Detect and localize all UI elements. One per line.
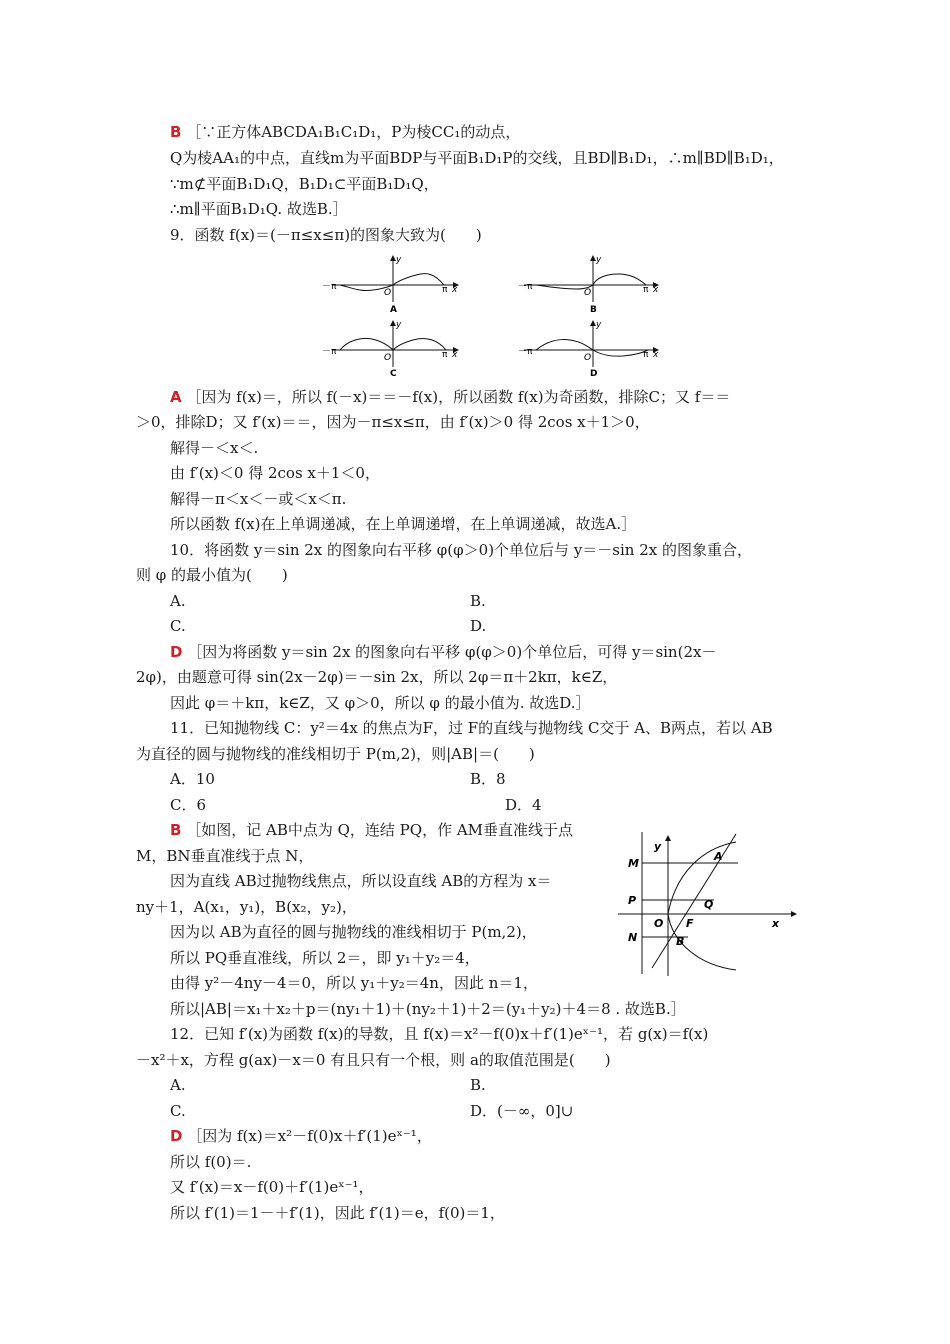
graph-d-option-label: D bbox=[590, 369, 598, 379]
fig-label-f: F bbox=[686, 917, 694, 930]
q11-answer-line-2: M，BN垂直准线于点 N， bbox=[136, 847, 314, 865]
graph-b-option-label: B bbox=[590, 305, 597, 315]
q11-option-a: A．10 bbox=[170, 770, 215, 788]
fig-label-x: x bbox=[772, 917, 780, 930]
q12-answer-line-4: 所以 f′(1)＝1－＋f′(1)，因此 f′(1)＝e，f(0)＝1， bbox=[170, 1204, 505, 1222]
graph-d-neg-pi-label: －π bbox=[518, 347, 533, 357]
q11-answer-line-1 bbox=[170, 820, 573, 840]
graph-a bbox=[322, 255, 458, 315]
q10-answer-line-1 bbox=[170, 642, 716, 662]
q10-option-d: D. bbox=[470, 617, 487, 635]
q9-answer-line-6: 所以函数 f(x)在上单调递减，在上单调递增，在上单调递减，故选A.］ bbox=[170, 515, 637, 533]
graph-a-option-label: A bbox=[390, 305, 397, 315]
q9-stem: 9．函数 f(x)＝(－π≤x≤π)的图象大致为( ) bbox=[170, 226, 482, 244]
q12-option-d: D．(－∞，0]∪ bbox=[470, 1102, 574, 1120]
graph-c-option-label: C bbox=[390, 369, 397, 379]
graph-a-origin-label: O bbox=[384, 288, 392, 298]
q11-answer-line-8: 所以|AB|＝x₁＋x₂＋p＝(ny₁＋1)＋(ny₂＋1)＋2＝(y₁＋y₂)＋4＝8 . 故选B.］ bbox=[170, 1000, 686, 1018]
graph-b bbox=[518, 255, 659, 315]
graph-c-y-label: y bbox=[396, 320, 402, 330]
q12-option-a: A. bbox=[170, 1076, 186, 1094]
graph-d bbox=[518, 320, 659, 379]
q9-solution-text: ［因为 f(x)＝，所以 f(－x)＝＝－f(x)，所以函数 f(x)为奇函数，排除C；又 f＝＝ bbox=[186, 388, 731, 406]
fig-label-n: N bbox=[628, 931, 638, 944]
q8-answer-line-4: ∴m∥平面B₁D₁Q. 故选B.］ bbox=[170, 200, 348, 218]
fig-label-y: y bbox=[654, 840, 662, 853]
graph-a-neg-pi-label: －π bbox=[322, 282, 337, 292]
q11-option-c: C．6 bbox=[170, 796, 207, 814]
graph-c-x-label: x bbox=[452, 350, 458, 360]
q10-answer-line-2: 2φ)，由题意可得 sin(2x－2φ)＝－sin 2x，所以 2φ＝π＋2kπ，k∈Z， bbox=[136, 668, 618, 686]
graph-d-origin-label: O bbox=[584, 353, 592, 363]
q9-graph-options bbox=[318, 252, 668, 386]
graph-b-origin-label: O bbox=[584, 288, 592, 298]
graph-c-pi-label: π bbox=[442, 350, 448, 360]
q10-option-a: A. bbox=[170, 592, 186, 610]
q11-answer-letter: B bbox=[170, 821, 182, 839]
q12-answer-line-2: 所以 f(0)＝. bbox=[170, 1153, 252, 1171]
q9-answer-line-1 bbox=[170, 387, 730, 407]
graph-d-y-label: y bbox=[596, 320, 602, 330]
graph-a-x-label: x bbox=[452, 285, 458, 295]
q8-answer-line-2: Q为棱AA₁的中点，直线m为平面BDP与平面B₁D₁P的交线，且BD∥B₁D₁，∴m∥BD∥B₁D₁， bbox=[170, 149, 784, 167]
q12-solution-text: ［因为 f(x)＝x²－f(0)x＋f′(1)eˣ⁻¹， bbox=[187, 1127, 432, 1145]
graph-d-x-label: x bbox=[653, 350, 659, 360]
q8-solution-text: ［∵正方体ABCDA₁B₁C₁D₁，P为棱CC₁的动点， bbox=[186, 123, 521, 141]
q9-answer-line-5: 解得－π＜x＜－或＜x＜π. bbox=[170, 490, 347, 508]
q10-answer-letter: D bbox=[170, 643, 183, 661]
fig-label-m: M bbox=[628, 857, 639, 870]
q12-option-b: B. bbox=[470, 1076, 486, 1094]
fig-label-o: O bbox=[654, 917, 664, 930]
graph-c bbox=[322, 320, 458, 379]
q11-answer-line-6: 所以 PQ垂直准线，所以 2＝，即 y₁＋y₂＝4， bbox=[170, 949, 480, 967]
graph-d-pi-label: π bbox=[643, 350, 649, 360]
graph-b-neg-pi-label: －π bbox=[518, 282, 533, 292]
q11-answer-line-4: ny＋1，A(x₁，y₁)，B(x₂，y₂)， bbox=[136, 898, 357, 916]
graph-b-pi-label: π bbox=[643, 285, 649, 295]
q12-answer-line-3: 又 f′(x)＝x－f(0)＋f′(1)eˣ⁻¹， bbox=[170, 1178, 374, 1196]
q11-solution-text: ［如图，记 AB中点为 Q，连结 PQ，作 AM垂直准线于点 bbox=[186, 821, 574, 839]
q11-answer-line-7: 由得 y²－4ny－4＝0，所以 y₁＋y₂＝4n，因此 n＝1， bbox=[170, 974, 538, 992]
q9-answer-line-3: 解得－＜x＜. bbox=[170, 439, 259, 457]
graph-b-x-label: x bbox=[653, 285, 659, 295]
q9-graphs-svg bbox=[318, 252, 668, 382]
q10-solution-text: ［因为将函数 y＝sin 2x 的图象向右平移 φ(φ＞0)个单位后，可得 y＝sin(2x－ bbox=[187, 643, 717, 661]
q11-parabola-figure bbox=[618, 830, 803, 982]
q10-stem-line-2: 则 φ 的最小值为( ) bbox=[136, 566, 288, 584]
q8-answer-line-1 bbox=[170, 122, 520, 142]
q11-option-b: B．8 bbox=[470, 770, 506, 788]
q12-stem-line-2: －x²＋x，方程 g(ax)－x＝0 有且只有一个根，则 a的取值范围是( ) bbox=[136, 1051, 611, 1069]
q12-option-c: C. bbox=[170, 1102, 186, 1120]
q10-option-c: C. bbox=[170, 617, 186, 635]
q10-answer-line-3: 因此 φ＝＋kπ，k∈Z，又 φ＞0，所以 φ 的最小值为. 故选D.］ bbox=[170, 694, 591, 712]
q11-stem-line-2: 为直径的圆与抛物线的准线相切于 P(m,2)，则|AB|＝( ) bbox=[136, 745, 535, 763]
q9-answer-line-4: 由 f′(x)＜0 得 2cos x＋1＜0， bbox=[170, 464, 380, 482]
q9-answer-letter: A bbox=[170, 388, 182, 406]
graph-c-origin-label: O bbox=[384, 353, 392, 363]
q12-answer-line-1 bbox=[170, 1126, 432, 1146]
q10-stem-line-1: 10．将函数 y＝sin 2x 的图象向右平移 φ(φ＞0)个单位后与 y＝－sin 2x 的图象重合， bbox=[170, 541, 752, 559]
q11-stem-line-1: 11．已知抛物线 C：y²＝4x 的焦点为F，过 F的直线与抛物线 C交于 A、B两点，若以 AB bbox=[170, 719, 773, 737]
q11-option-d: D．4 bbox=[505, 796, 542, 814]
q12-stem-line-1: 12．已知 f′(x)为函数 f(x)的导数，且 f(x)＝x²－f(0)x＋f′(1)eˣ⁻¹，若 g(x)＝f(x) bbox=[170, 1025, 709, 1043]
fig-label-q: Q bbox=[704, 898, 714, 911]
fig-label-a: A bbox=[714, 850, 723, 863]
q12-answer-letter: D bbox=[170, 1127, 183, 1145]
graph-b-y-label: y bbox=[596, 255, 602, 265]
q11-answer-line-5: 因为以 AB为直径的圆与抛物线的准线相切于 P(m,2)， bbox=[170, 923, 537, 941]
graph-a-y-label: y bbox=[396, 255, 402, 265]
graph-a-pi-label: π bbox=[442, 285, 448, 295]
q8-answer-letter: B bbox=[170, 123, 182, 141]
q10-option-b: B. bbox=[470, 592, 486, 610]
fig-label-b: B bbox=[676, 935, 685, 948]
q8-answer-line-3: ∵m⊄平面B₁D₁Q，B₁D₁⊂平面B₁D₁Q， bbox=[170, 175, 439, 193]
graph-c-neg-pi-label: －π bbox=[322, 347, 337, 357]
q9-answer-line-2: ＞0，排除D；又 f′(x)＝＝，因为－π≤x≤π，由 f′(x)＞0 得 2cos x＋1＞0， bbox=[136, 413, 650, 431]
fig-label-p: P bbox=[628, 894, 637, 907]
q11-answer-line-3: 因为直线 AB过抛物线焦点，所以设直线 AB的方程为 x＝ bbox=[170, 872, 552, 890]
q11-figure-svg bbox=[618, 830, 803, 978]
